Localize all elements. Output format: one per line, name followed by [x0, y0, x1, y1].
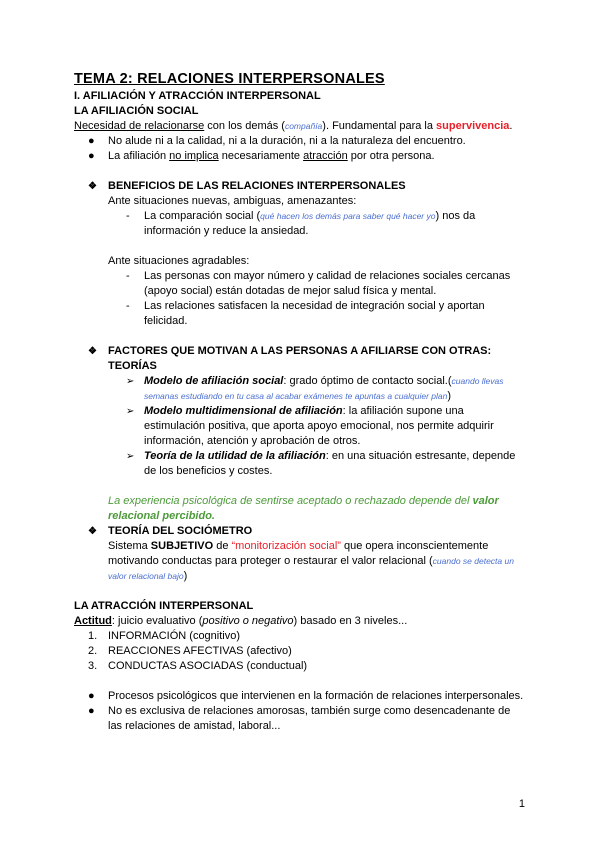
- section-heading: I. AFILIACIÓN Y ATRACCIÓN INTERPERSONAL: [74, 90, 321, 102]
- bullet-icon: ●: [88, 150, 95, 162]
- heading-text: BENEFICIOS DE LAS RELACIONES INTERPERSONALES: [108, 180, 406, 192]
- italic-text: positivo o negativo: [202, 615, 294, 627]
- valor-paragraph: [74, 494, 534, 524]
- bullet-icon: ●: [88, 705, 95, 717]
- theory-name: Teoría de la utilidad de la afiliación: [144, 450, 326, 462]
- list-item: [74, 689, 534, 704]
- heading-text: TEORÍA DEL SOCIÓMETRO: [108, 525, 253, 537]
- note-text: valor relacional bajo: [108, 571, 184, 581]
- theory-text: ): [447, 390, 452, 402]
- paragraph-text: : juicio evaluativo (: [111, 615, 203, 627]
- theory-name: Modelo multidimensional de afiliación: [144, 405, 343, 417]
- note-text: cuando llevas: [451, 376, 504, 386]
- bullet-icon: ●: [88, 690, 95, 702]
- intro-highlight: supervivencia: [436, 120, 510, 132]
- paragraph-text: motivando conductas para proteger o restaurar el valor relacional (: [108, 555, 433, 567]
- actitud-label: Actitud: [74, 615, 112, 627]
- document-title: TEMA 2: RELACIONES INTERPERSONALES: [74, 71, 385, 87]
- list-item: [74, 704, 534, 734]
- numbered-item: [74, 644, 534, 659]
- atraccion-heading: LA ATRACCIÓN INTERPERSONAL: [74, 600, 254, 612]
- list-item-text: No es exclusiva de relaciones amorosas, también surge como desencadenante de: [108, 705, 511, 717]
- intro-text: con los demás (: [204, 120, 285, 132]
- item-text: CONDUCTAS ASOCIADAS (conductual): [108, 660, 308, 672]
- list-item: [74, 209, 534, 239]
- list-item-text: (apoyo social) están dotadas de mejor salud física y mental.: [144, 285, 437, 297]
- sociometro-heading: [74, 524, 534, 539]
- item-text: INFORMACIÓN (cognitivo): [108, 630, 241, 642]
- list-item: [74, 299, 534, 329]
- green-bold-text: relacional percibido.: [108, 510, 215, 522]
- paragraph-text: ) basado en 3 niveles...: [293, 615, 408, 627]
- item-number: 2.: [88, 645, 98, 657]
- theory-text: : la afiliación supone una: [342, 405, 464, 417]
- numbered-item: [74, 629, 534, 644]
- theory-text: : grado óptimo de contacto social.(: [283, 375, 452, 387]
- intro-paragraph: [74, 119, 534, 134]
- item-text: REACCIONES AFECTIVAS (afectivo): [108, 645, 292, 657]
- diamond-bullet-icon: ❖: [88, 181, 97, 192]
- list-item-text: Las relaciones satisfacen la necesidad de integración social y aportan: [144, 300, 485, 312]
- note-text: semanas estudiando en tu casa al acabar exámenes te apuntas a cualquier plan: [144, 391, 448, 401]
- list-item-text: información y reduce la ansiedad.: [144, 225, 309, 237]
- theory-item: [74, 374, 534, 404]
- item-number: 1.: [88, 630, 98, 642]
- list-item-text: necesariamente: [218, 150, 304, 162]
- subsection-heading: LA AFILIACIÓN SOCIAL: [74, 105, 199, 117]
- dash-bullet-icon: -: [126, 300, 130, 312]
- green-bold-text: valor: [472, 495, 499, 507]
- list-item-text: Procesos psicológicos que intervienen en la formación de relaciones interpersonales.: [108, 690, 524, 702]
- theory-text: estimulación positiva, que aporta apoyo emocional, nos permite adquirir: [144, 420, 494, 432]
- page-number: 1: [518, 798, 525, 810]
- theory-text: de los beneficios y costes.: [144, 465, 273, 477]
- theory-item: [74, 449, 534, 479]
- list-item-text: las relaciones de amistad, laboral...: [108, 720, 281, 732]
- list-item-text: La afiliación: [108, 150, 170, 162]
- document-page: [74, 70, 534, 734]
- dash-bullet-icon: -: [126, 270, 130, 282]
- underlined-text: atracción: [303, 150, 348, 162]
- list-item-text: por otra persona.: [347, 150, 435, 162]
- list-item-text: Las personas con mayor número y calidad de relaciones sociales cercanas: [144, 270, 511, 282]
- list-item: [74, 269, 534, 299]
- list-item-text: felicidad.: [144, 315, 188, 327]
- beneficios-heading: [74, 179, 534, 194]
- list-item: [74, 134, 534, 149]
- theory-item: [74, 404, 534, 449]
- red-quote-text: “monitorización social”: [231, 540, 341, 552]
- diamond-bullet-icon: ❖: [88, 526, 97, 537]
- list-item-text: ) nos da: [435, 210, 476, 222]
- paragraph-text: que opera inconscientemente: [340, 540, 489, 552]
- note-text: qué hacen los demás para saber qué hacer yo: [260, 211, 436, 221]
- intro-note: compañía: [284, 121, 323, 131]
- sociometro-paragraph: [74, 539, 534, 584]
- bullet-icon: ●: [88, 135, 95, 147]
- list-item: [74, 149, 534, 164]
- paragraph-text: Sistema: [108, 540, 151, 552]
- intro-lead: Necesidad de relacionarse: [74, 120, 205, 132]
- heading-text: FACTORES QUE MOTIVAN A LAS PERSONAS A AFILIARSE CON OTRAS:: [108, 345, 492, 357]
- theory-text: : en una situación estresante, depende: [325, 450, 516, 462]
- intro-text: .: [509, 120, 513, 132]
- diamond-bullet-icon: ❖: [88, 346, 97, 357]
- heading-text: TEORÍAS: [108, 360, 157, 372]
- arrow-bullet-icon: ➢: [126, 376, 135, 387]
- intro-text: ). Fundamental para la: [322, 120, 437, 132]
- arrow-bullet-icon: ➢: [126, 451, 135, 462]
- numbered-item: [74, 659, 534, 674]
- theory-name: Modelo de afiliación social: [144, 375, 284, 387]
- underlined-text: no implica: [169, 150, 219, 162]
- paragraph: Ante situaciones nuevas, ambiguas, amenazantes:: [108, 195, 357, 207]
- dash-bullet-icon: -: [126, 210, 130, 222]
- paragraph-text: de: [213, 540, 232, 552]
- arrow-bullet-icon: ➢: [126, 406, 135, 417]
- green-text: La experiencia psicológica de sentirse aceptado o rechazado depende del: [108, 495, 473, 507]
- note-text: cuando se detecta un: [432, 556, 514, 566]
- actitud-paragraph: [74, 614, 534, 629]
- bold-text: SUBJETIVO: [150, 540, 214, 552]
- factores-heading: [74, 344, 534, 374]
- item-number: 3.: [88, 660, 98, 672]
- theory-text: información, atención y aprobación de otros.: [144, 435, 361, 447]
- paragraph: Ante situaciones agradables:: [108, 255, 250, 267]
- paragraph-text: ): [183, 570, 188, 582]
- list-item-text: La comparación social (: [144, 210, 261, 222]
- list-item-text: No alude ni a la calidad, ni a la duración, ni a la naturaleza del encuentro.: [108, 135, 466, 147]
